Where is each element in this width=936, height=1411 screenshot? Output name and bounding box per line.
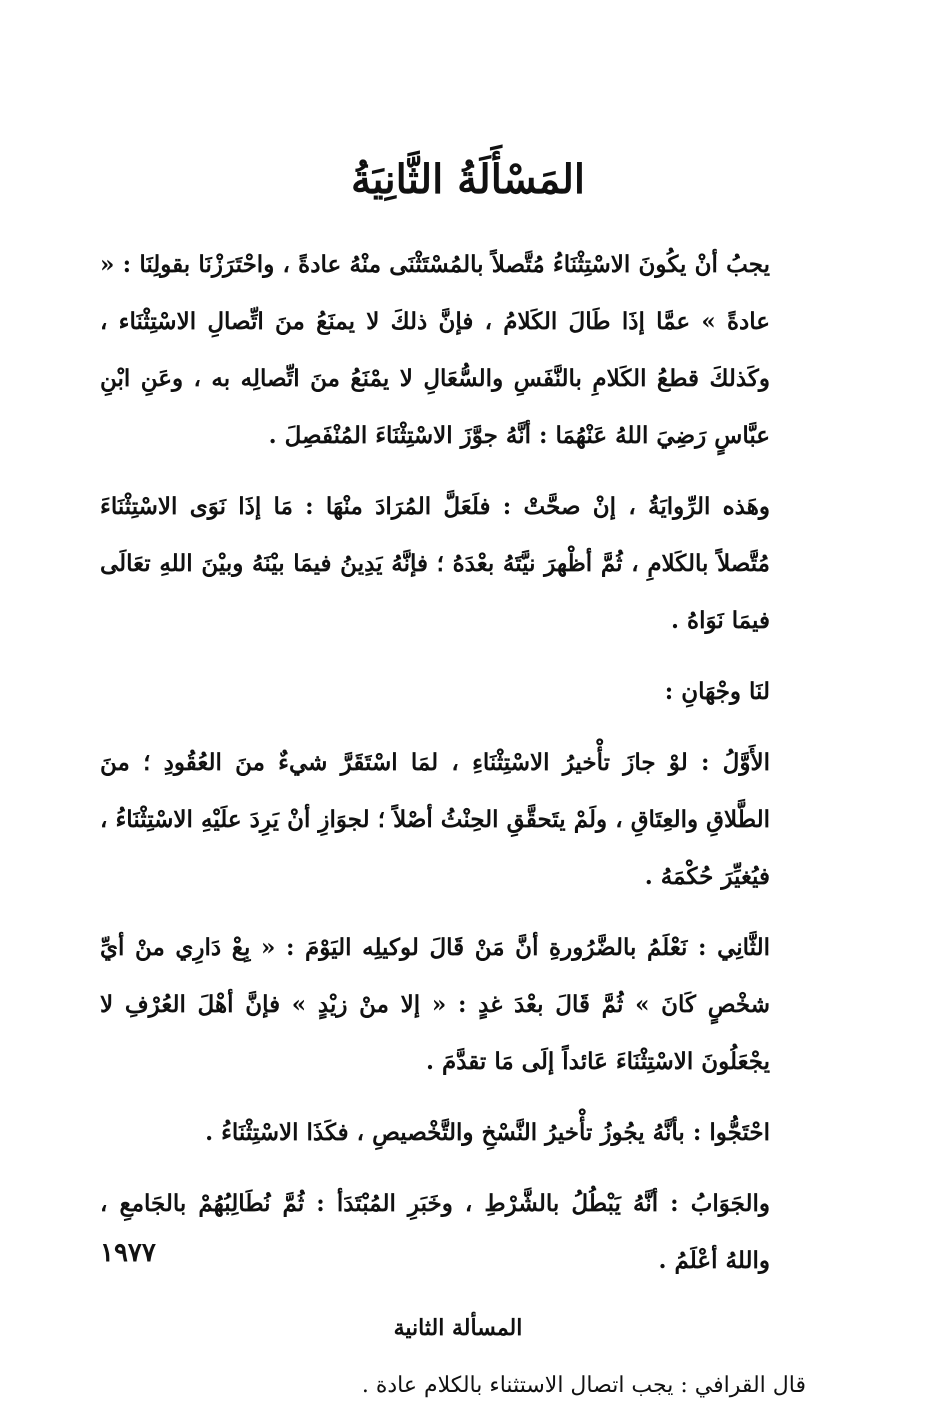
paragraph-2: وهَذه الرِّوايَةُ ، إنْ صحَّتْ : فلَعَلَّ المُرَادَ منْهَا : مَا إذَا نَوَى الاسْتِثْنَاءَ مُتَّصلاً بالكَلامِ ، ثُمَّ أظْهرَ نيَّتَهُ بعْدَهُ ؛ فإنَّهُ يَدِينُ فيمَا بيْنَهُ وبيْنَ اللهِ تعَالَى فيمَا نَوَاهُ . bbox=[100, 493, 770, 634]
page-number: ١٩٧٧ bbox=[100, 1238, 156, 1268]
main-text bbox=[100, 236, 816, 1411]
paragraph-1: يجبُ أنْ يكُونَ الاسْتِثْنَاءُ مُتَّصلاً بالمُسْتَثْنَى منْهُ عادةً ، واحْتَرَزْنَا بقولِنَا : « عادةً » عمَّا إذَا طَالَ الكَلامُ ، فإنَّ ذلكَ لا يمنَعُ منَ اتِّصالِ الاسْتِثْنَاء ، وكَذلكَ قطعُ الكَلامِ بالنَّفَسِ والسُّعَالِ لا يمْنَعُ منَ اتِّصالِه به ، وعَنِ ابْنِ عبَّاسٍ رَضِيَ اللهُ عَنْهُمَا : أنَّهُ جوَّزَ الاسْتِثْنَاءَ المُنْفَصِلَ . bbox=[100, 251, 770, 449]
paragraph-5: الثَّانِي : نَعْلَمُ بالضَّرُورةِ أنَّ مَنْ قَالَ لوكيلِه اليَوْمَ : « بِعْ دَارِي منْ أيِّ شخْصٍ كَانَ » ثُمَّ قَالَ بعْدَ غدٍ : « إلا منْ زيْدٍ » فإنَّ أهْلَ العُرْفِ لا يجْعَلُونَ الاسْتِثْنَاءَ عَائداً إلَى مَا تقدَّمَ . bbox=[100, 934, 770, 1075]
paragraph-4: الأَوَّلُ : لوْ جازَ تأْخيرُ الاسْتِثْنَاءِ ، لمَا اسْتَقَرَّ شيءٌ منَ العُقُودِ ؛ منَ الطَّلاقِ والعِتَاقِ ، ولَمْ يتَحقَّقِ الحِنْثُ أصْلاً ؛ لجوَازِ أنْ يَرِدَ علَيْهِ الاسْتِثْنَاءُ ، فيُغيِّرَ حُكْمَهُ . bbox=[100, 749, 770, 890]
paragraph-3: لنَا وجْهَانِ : bbox=[664, 678, 770, 705]
page-title: المَسْأَلَةُ الثَّانِيَةُ bbox=[350, 156, 586, 203]
paragraph-6: احْتَجُّوا : بأنَّهُ يجُوزُ تأْخيرُ النَّسْخِ والتَّخْصيصِ ، فكَذَا الاسْتِثْنَاءُ . bbox=[205, 1119, 770, 1146]
commentary-line: قال القرافي : يجب اتصال الاستثناء بالكلام عادة . bbox=[361, 1373, 806, 1398]
paragraph-7: والجَوَابُ : أنَّهُ يَبْطُلُ بالشَّرْطِ ، وخَبَرِ المُبْتَدَأ : ثُمَّ نُطَالِبُهُمْ بالجَامعِ ، واللهُ أعْلَمُ . bbox=[100, 1190, 770, 1274]
commentary-heading: المسألة الثانية bbox=[393, 1315, 523, 1341]
